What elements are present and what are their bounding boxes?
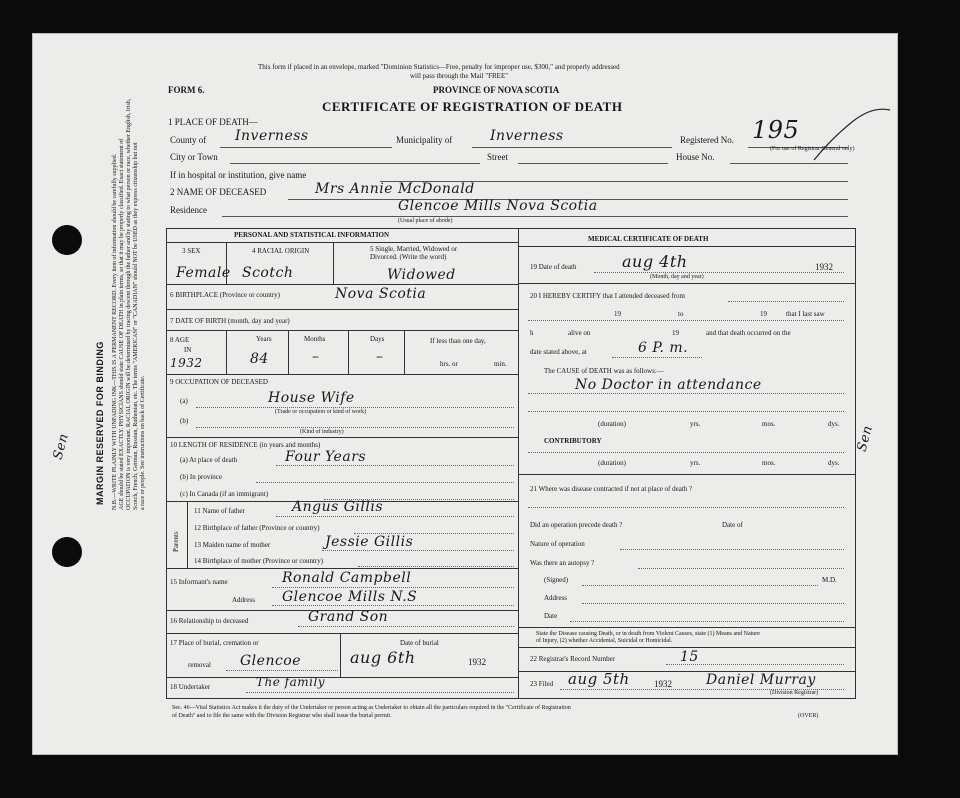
residence-value: Glencoe Mills Nova Scotia: [398, 198, 598, 214]
postal-notice-2: will pass through the Mail "FREE": [410, 72, 509, 80]
pen-stroke-mark: [812, 108, 892, 168]
record-value: 15: [680, 649, 699, 665]
footer-over: (OVER): [798, 713, 819, 719]
at-place-value: Four Years: [285, 449, 367, 465]
birthplace-value: Nova Scotia: [335, 286, 427, 302]
date-of-death-value: aug 4th: [622, 252, 688, 271]
undertaker-label: 18 Undertaker: [170, 683, 211, 691]
certify-h: h: [530, 329, 534, 337]
cause-label: The CAUSE of DEATH was as follows:—: [544, 367, 664, 375]
personal-heading: PERSONAL AND STATISTICAL INFORMATION: [234, 231, 390, 239]
racial-value: Scotch: [242, 265, 294, 281]
dob-label: 7 DATE OF BIRTH (month, day and year): [170, 317, 290, 325]
filed-label: 23 Filed: [530, 680, 554, 688]
occupation-a-note: (Trade or occupation or kind of work): [275, 409, 367, 415]
age-year: 1932: [170, 356, 203, 370]
residence-note: (Usual place of abode): [398, 218, 453, 224]
binding-margin-label: MARGIN RESERVED FOR BINDING: [95, 341, 105, 505]
in-province-label: (b) In province: [180, 473, 222, 481]
punch-hole-bottom: [52, 537, 82, 567]
residence-length-label: 10 LENGTH OF RESIDENCE (in years and months): [170, 441, 321, 449]
cause-dys-label: dys.: [828, 420, 840, 428]
md-label: M.D.: [822, 576, 837, 584]
cause-duration-label: (duration): [598, 420, 626, 428]
certificate-title: CERTIFICATE OF REGISTRATION OF DEATH: [322, 99, 623, 114]
burial-year: 1932: [468, 657, 486, 667]
informant-value: Ronald Campbell: [282, 570, 412, 586]
margin-instruction-4: Scotch, French, German, Russian, Ruthenian, etc. The terms "AMERICAN" or "CANADIAN" should NOT be USED as they express citizenship but not: [132, 142, 139, 510]
county-value: Inverness: [235, 128, 309, 144]
father-birth-label: 12 Birthplace of father (Province or country): [194, 524, 320, 532]
name-of-deceased-label: 2 NAME OF DECEASED: [170, 187, 267, 197]
filed-year: 1932: [654, 679, 672, 689]
sex-label: 3 SEX: [182, 247, 201, 255]
occupation-b: (b): [180, 417, 189, 425]
margin-instruction-1: N.B.—WRITE PLAINLY WITH UNFADING INK—THIS IS A PERMANENT RECORD. Every item of information should be carefully supplied.: [112, 153, 118, 510]
certify-19-a: 19: [614, 310, 621, 318]
certify-label: 20 I HEREBY CERTIFY that I attended deceased from: [530, 292, 685, 300]
age-label-1: 8 AGE: [170, 336, 190, 344]
footer-line-1: Sec. 46—Vital Statistics Act makes it the duty of the Undertaker or person acting as Undertaker to obtain all the particulars required in the "Certificate of Registration: [172, 705, 571, 711]
years-value: 84: [250, 351, 269, 367]
burial-place-value: Glencoe: [240, 653, 302, 669]
mother-name-label: 13 Maiden name of mother: [194, 541, 271, 549]
racial-label: 4 RACIAL ORIGIN: [252, 247, 310, 255]
occupation-b-note: (Kind of industry): [300, 429, 344, 435]
registered-label: Registered No.: [680, 135, 734, 145]
days-value: –: [376, 349, 384, 365]
physician-address-label: Address: [544, 594, 567, 602]
residence-label: Residence: [170, 205, 207, 215]
certify-alive-on: alive on: [568, 329, 591, 337]
relationship-label: 16 Relationship to deceased: [170, 617, 249, 625]
burial-label: 17 Place of burial, cremation or: [170, 639, 259, 647]
name-of-deceased-value: Mrs Annie McDonald: [315, 181, 475, 197]
informant-address-value: Glencoe Mills N.S: [282, 589, 418, 605]
less-than-day: If less than one day,: [430, 337, 486, 345]
mother-birth-label: 14 Birthplace of mother (Province or country): [194, 557, 324, 565]
time-of-death-value: 6 P. m.: [638, 340, 689, 356]
nature-label: Nature of operation: [530, 540, 585, 548]
burial-date-label: Date of burial: [400, 639, 439, 647]
cause-value: No Doctor in attendance: [575, 377, 762, 393]
father-name-label: 11 Name of father: [194, 507, 245, 515]
registered-note: (For use of Registrar General only): [770, 146, 855, 152]
date-of-death-note: (Month, day and year): [650, 274, 704, 280]
contributory-duration-label: (duration): [598, 459, 626, 467]
parents-label: Parents: [172, 531, 180, 552]
father-name-value: Angus Gillis: [292, 499, 384, 515]
margin-instruction-5: a race or people. See instructions on back of Certificate.: [139, 375, 146, 510]
municipality-label: Municipality of: [396, 135, 453, 145]
contributory-mos-label: mos.: [762, 459, 776, 467]
occupation-a: (a): [180, 397, 188, 405]
sex-value: Female: [176, 265, 231, 281]
certify-to: to: [678, 310, 684, 318]
years-label: Years: [256, 335, 272, 343]
birthplace-label: 6 BIRTHPLACE (Province or country): [170, 291, 281, 299]
marital-label-2: Divorced. (Write the word): [370, 253, 447, 261]
mother-name-value: Jessie Gillis: [325, 534, 414, 550]
street-label: Street: [487, 152, 508, 162]
contributory-label: CONTRIBUTORY: [544, 437, 602, 445]
province-heading: PROVINCE OF NOVA SCOTIA: [433, 85, 560, 95]
months-value: –: [312, 349, 320, 365]
municipality-value: Inverness: [490, 128, 564, 144]
days-label: Days: [370, 335, 385, 343]
contracted-label: 21 Where was disease contracted if not at place of death ?: [530, 485, 693, 493]
right-margin-note: Sen: [854, 423, 876, 454]
place-of-death-heading: 1 PLACE OF DEATH—: [168, 117, 258, 127]
physician-date-label: Date: [544, 612, 558, 620]
relationship-value: Grand Son: [308, 609, 389, 625]
cause-yrs-label: yrs.: [690, 420, 701, 428]
certify-last-saw: that I last saw: [786, 310, 825, 318]
date-of-death-year: 1932: [815, 262, 833, 272]
marital-label-1: 5 Single, Married, Widowed or: [370, 245, 458, 253]
medical-heading: MEDICAL CERTIFICATE OF DEATH: [588, 235, 709, 243]
record-label: 22 Registrar's Record Number: [530, 655, 616, 663]
certify-death-occurred: and that death occurred on the: [706, 329, 791, 337]
left-margin-note: Sen: [50, 431, 72, 462]
informant-address-label: Address: [232, 596, 255, 604]
marital-value: Widowed: [387, 267, 456, 283]
form-number: FORM 6.: [168, 85, 205, 95]
margin-instructions: [112, 50, 146, 510]
burial-date-value: aug 6th: [350, 648, 416, 667]
operation-date-label: Date of: [722, 521, 743, 529]
footer-line-2: of Death" and to file the same with the Division Registrar who shall issue the burial permit.: [172, 713, 392, 719]
hrs-label: hrs. or: [440, 360, 458, 368]
contributory-yrs-label: yrs.: [690, 459, 701, 467]
in-canada-label: (c) In Canada (if an immigrant): [180, 490, 269, 498]
registrar-signature: Daniel Murray: [706, 672, 816, 688]
punch-hole-top: [52, 225, 82, 255]
postal-notice-1: This form if placed in an envelope, marked "Dominion Statistics—Free, penalty for improper use, $300," and properly addressed: [258, 63, 620, 71]
at-place-label: (a) At place of death: [180, 456, 238, 464]
registrar-note: (Division Registrar): [770, 690, 819, 696]
certify-19-c: 19: [672, 329, 679, 337]
months-label: Months: [304, 335, 326, 343]
certify-19-b: 19: [760, 310, 767, 318]
min-label: min.: [494, 360, 507, 368]
margin-instruction-3: OCCUPATION is very important. RACIAL ORIGIN will be determined by tracing descent through the father and by stating to what person or race, whether English, Irish,: [125, 98, 132, 510]
city-label: City or Town: [170, 152, 218, 162]
margin-instruction-2: AGE should be stated EXACTLY. PHYSICIANS should state CAUSE OF DEATH in plain terms, so that it may be properly classified. Exact statement of: [118, 138, 125, 510]
hospital-label: If in hospital or institution, give name: [170, 170, 307, 180]
date-stated-label: date stated above, at: [530, 348, 587, 356]
filed-date-value: aug 5th: [568, 670, 630, 688]
county-label: County of: [170, 135, 207, 145]
informant-label: 15 Informant's name: [170, 578, 228, 586]
registered-value: 195: [752, 116, 800, 144]
removal-label: removal: [188, 661, 211, 669]
date-of-death-label: 19 Date of death: [530, 263, 577, 271]
cause-mos-label: mos.: [762, 420, 776, 428]
operation-label: Did an operation precede death ?: [530, 521, 623, 529]
contributory-dys-label: dys.: [828, 459, 840, 467]
occupation-label: 9 OCCUPATION OF DECEASED: [170, 378, 268, 386]
house-label: House No.: [676, 152, 715, 162]
age-label-2: IN: [184, 346, 192, 354]
violent-note-1: State the Disease causing Death, or in death from Violent Causes, state (1) Means and Nature: [536, 631, 760, 637]
occupation-a-value: House Wife: [268, 390, 355, 406]
autopsy-label: Was there an autopsy ?: [530, 559, 595, 567]
signed-label: (Signed): [544, 576, 569, 584]
undertaker-value: The family: [256, 675, 326, 689]
violent-note-2: of Injury, (2) whether Accidental, Suicidal or Homicidal.: [536, 638, 673, 644]
